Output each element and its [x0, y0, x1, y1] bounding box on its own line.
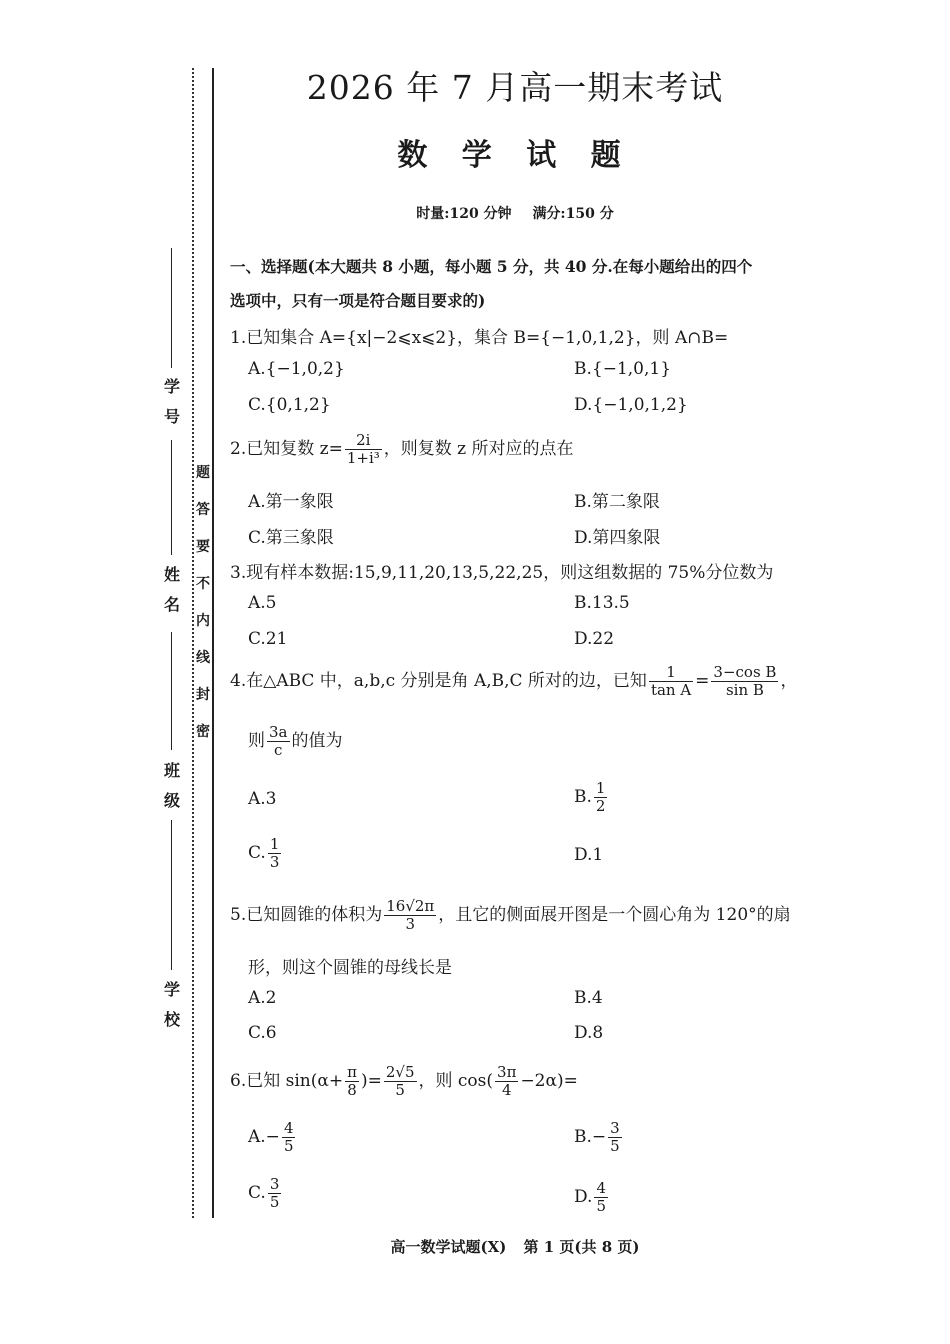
q4-equals: = [695, 671, 710, 691]
q4-option-b-frac [594, 780, 608, 815]
q6-option-a-label: A.− [248, 1127, 280, 1147]
q2-option-a: A.第一象限 [248, 492, 334, 512]
page-footer [230, 1236, 800, 1257]
q6-frac3-den: 4 [501, 1081, 512, 1099]
q6-frac2-den: 5 [395, 1081, 405, 1099]
seal-char: 不 [196, 576, 210, 592]
name-label: 姓 名 [163, 565, 180, 614]
q2-frac-den: 1+i³ [346, 449, 380, 467]
q6-option-d-label: D. [574, 1187, 593, 1207]
seal-char: 答 [196, 502, 210, 518]
full-score: 满分:150 分 [532, 206, 614, 222]
q4-frac1-den: tan A [650, 681, 692, 699]
section-heading-cont: 选项中，只有一项是符合题目要求的) [230, 291, 486, 310]
q5-frac-den: 3 [405, 915, 416, 933]
seal-char: 封 [196, 687, 210, 703]
q4-line2-post: 的值为 [291, 731, 343, 751]
q6-frac1-den: 8 [347, 1081, 357, 1099]
q4-frac3-num: 3a [269, 723, 288, 741]
q2-stem-pre: 2.已知复数 z= [230, 439, 343, 459]
q5-stem-post: ，且它的侧面展开图是一个圆心角为 120°的扇 [438, 905, 791, 925]
q4-frac2-den: sin B [725, 681, 764, 699]
q3-option-d: D.22 [574, 629, 615, 649]
q4-fraction-3 [267, 724, 290, 759]
q4-frac3-den: c [274, 741, 283, 759]
q6-option-b-num: 3 [610, 1119, 620, 1137]
q6-frac2-num: 2√5 [385, 1063, 415, 1081]
exam-info [230, 203, 800, 223]
question-2-stem [230, 432, 574, 467]
q6-stem-mid2: ，则 cos( [418, 1071, 494, 1091]
number-blank [171, 248, 172, 368]
q6-stem-pre: 6.已知 sin(α+ [230, 1071, 344, 1091]
q4-option-c-label: C. [248, 843, 266, 863]
page-number: 第 1 页(共 8 页) [523, 1238, 640, 1256]
seal-char: 要 [196, 539, 210, 555]
q1-option-d: D.{−1,0,1,2} [574, 395, 688, 415]
q4-line2-pre: 则 [248, 731, 265, 751]
q6-fraction-3 [495, 1064, 518, 1099]
q6-option-b-label: B.− [574, 1127, 607, 1147]
q6-stem-mid1: )= [360, 1071, 382, 1091]
q4-option-c-den: 3 [269, 853, 280, 871]
binding-line [212, 68, 214, 1218]
q6-option-d-num: 4 [596, 1179, 606, 1197]
exam-title: 2026 年 7 月高一期末考试 [306, 68, 724, 107]
q6-option-a-den: 5 [283, 1137, 294, 1155]
seal-char: 内 [196, 613, 210, 629]
q6-option-b [574, 1120, 624, 1155]
q6-option-c-den: 5 [269, 1193, 280, 1211]
q4-stem-post: ， [780, 671, 798, 691]
q4-option-b-den: 2 [595, 797, 606, 815]
question-5-stem [230, 898, 791, 933]
q6-option-a-frac [282, 1120, 296, 1155]
school-label: 学 校 [163, 980, 180, 1029]
q6-fraction-2 [384, 1064, 417, 1099]
q3-option-b: B.13.5 [574, 593, 630, 613]
q3-option-a: A.5 [248, 593, 277, 613]
q2-option-d: D.第四象限 [574, 528, 661, 548]
q2-stem-post: ，则复数 z 所对应的点在 [383, 439, 574, 459]
question-4-line2 [248, 724, 343, 759]
q5-option-d: D.8 [574, 1023, 604, 1043]
q4-option-d: D.1 [574, 845, 604, 865]
q6-option-a-num: 4 [283, 1119, 294, 1137]
question-1-stem: 1.已知集合 A={x|−2⩽x⩽2}，集合 B={−1,0,1,2}，则 A∩B= [230, 328, 729, 348]
q4-fraction-1 [649, 664, 693, 699]
q2-fraction [345, 432, 382, 467]
q2-frac-num: 2i [345, 432, 382, 450]
name-blank [171, 440, 172, 555]
section-heading: 一、选择题(本大题共 8 小题，每小题 5 分，共 40 分.在每小题给出的四个 [230, 257, 753, 276]
question-5-line2: 形，则这个圆锥的母线长是 [248, 958, 452, 978]
q4-stem-pre: 4.在△ABC 中，a,b,c 分别是角 A,B,C 所对的边，已知 [230, 671, 647, 691]
number-label: 学 号 [163, 377, 180, 426]
question-6-stem [230, 1064, 578, 1099]
q5-frac-num: 16√2π [386, 897, 435, 915]
q3-option-c: C.21 [248, 629, 288, 649]
q2-option-c: C.第三象限 [248, 528, 334, 548]
q6-option-c-frac [268, 1176, 282, 1211]
q6-frac1-num: π [347, 1063, 357, 1081]
seal-char: 题 [196, 465, 210, 481]
school-blank [171, 820, 172, 970]
q6-frac3-num: 3π [497, 1063, 517, 1081]
q5-option-a: A.2 [248, 988, 277, 1008]
footer-title: 高一数学试题(X) [390, 1238, 507, 1256]
class-blank [171, 632, 172, 750]
q6-option-c-num: 3 [269, 1175, 280, 1193]
q4-option-b [574, 780, 609, 815]
q1-option-b: B.{−1,0,1} [574, 359, 672, 379]
q5-stem-pre: 5.已知圆锥的体积为 [230, 905, 383, 925]
q6-option-b-frac [608, 1120, 622, 1155]
question-4-stem [230, 664, 797, 699]
q6-option-d-den: 5 [596, 1197, 606, 1215]
q4-option-b-num: 1 [595, 779, 606, 797]
q5-option-c: C.6 [248, 1023, 277, 1043]
q6-option-d-frac [594, 1180, 608, 1215]
q5-option-b: B.4 [574, 988, 603, 1008]
class-label: 班 级 [163, 761, 180, 810]
q1-option-a: A.{−1,0,2} [248, 359, 345, 379]
q4-frac1-num: 1 [649, 664, 693, 682]
q4-option-c-frac [268, 836, 282, 871]
time-limit: 时量:120 分钟 [416, 206, 512, 222]
question-3-stem: 3.现有样本数据:15,9,11,20,13,5,22,25，则这组数据的 75%分位数为 [230, 563, 774, 583]
q6-option-c-label: C. [248, 1183, 266, 1203]
q6-fraction-1 [345, 1064, 359, 1099]
q4-frac2-num: 3−cos B [713, 663, 777, 681]
subject-title: 数 学 试 题 [397, 138, 633, 173]
q4-option-c-num: 1 [269, 835, 280, 853]
seal-char: 线 [196, 650, 210, 666]
seal-char: 密 [196, 724, 210, 740]
q4-option-b-label: B. [574, 787, 592, 807]
q1-option-c: C.{0,1,2} [248, 395, 331, 415]
q4-option-a: A.3 [248, 789, 277, 809]
seal-notice [194, 455, 212, 751]
q6-option-b-den: 5 [610, 1137, 620, 1155]
q5-fraction [384, 898, 436, 933]
q4-fraction-2 [711, 664, 778, 699]
q6-option-a [248, 1120, 297, 1155]
q6-stem-post: −2α)= [520, 1071, 578, 1091]
q6-option-c [248, 1176, 283, 1211]
q2-option-b: B.第二象限 [574, 492, 660, 512]
q6-option-d [574, 1180, 610, 1215]
q4-option-c [248, 836, 283, 871]
